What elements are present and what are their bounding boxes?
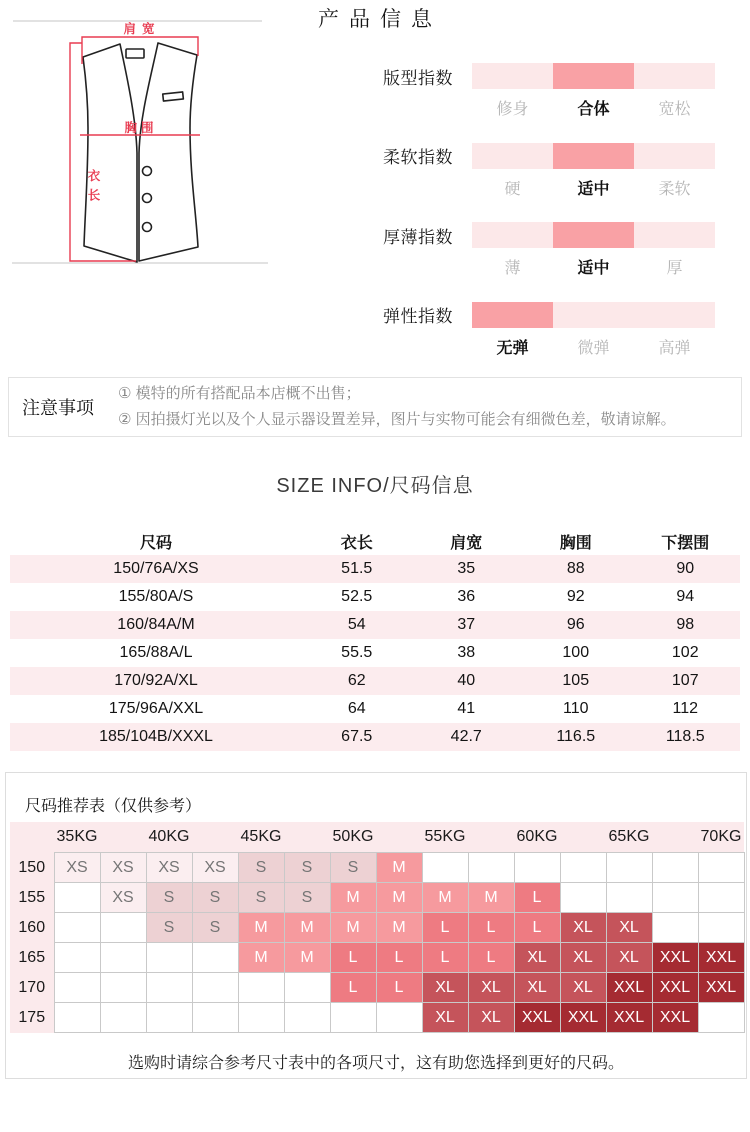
weight-header-cell: [192, 822, 238, 853]
size-cell-s: S: [238, 883, 284, 913]
size-table-cell: 54: [347, 616, 366, 633]
size-cell-xs: XS: [146, 853, 192, 883]
button: [143, 194, 152, 203]
size-cell-empty: [192, 943, 238, 973]
notice-lines: [118, 381, 676, 433]
size-cell-l: L: [422, 943, 468, 973]
index-row-3: [383, 222, 723, 282]
size-recommendation-table: [10, 822, 745, 1033]
size-table-row: [10, 667, 740, 695]
size-table-cell: 41: [457, 700, 476, 717]
size-cell-xxl: XXL: [652, 943, 698, 973]
size-cell-s: S: [192, 883, 238, 913]
size-cell-l: L: [422, 913, 468, 943]
size-cell-empty: [376, 1003, 422, 1033]
index-bar-fill: [472, 302, 553, 328]
size-cell-empty: [422, 853, 468, 883]
size-cell-empty: [330, 1003, 376, 1033]
weight-header-cell: [652, 822, 698, 853]
size-cell-xxl: XXL: [606, 973, 652, 1003]
size-table-row: [10, 695, 740, 723]
size-cell-m: M: [284, 943, 330, 973]
size-table-cell: 37: [457, 616, 476, 633]
button: [143, 167, 152, 176]
size-cell-l: L: [376, 943, 422, 973]
size-info-table: [10, 527, 740, 751]
weight-header-cell: 50KG: [330, 822, 376, 853]
index-bar: [472, 222, 715, 248]
size-table-cell: 175/96A/XXL: [108, 700, 204, 717]
size-cell-empty: [54, 913, 100, 943]
weight-header-cell: [560, 822, 606, 853]
size-cell-s: S: [238, 853, 284, 883]
index-option: 适中: [577, 180, 610, 198]
index-option: 柔软: [658, 180, 691, 198]
size-cell-xl: XL: [560, 913, 606, 943]
weight-header-row: [10, 822, 744, 853]
weight-header-cell: 55KG: [422, 822, 468, 853]
size-cell-empty: [146, 943, 192, 973]
height-label-cell: 165: [10, 943, 54, 973]
size-cell-empty: [284, 1003, 330, 1033]
size-table-cell: 100: [562, 644, 590, 661]
height-label-cell: 170: [10, 973, 54, 1003]
size-info-title: SIZE INFO/尺码信息: [276, 475, 474, 497]
size-cell-empty: [238, 1003, 284, 1033]
size-table-cell: 51.5: [341, 560, 373, 577]
size-table-header-row: [10, 527, 740, 555]
size-table-row: [10, 723, 740, 751]
size-table-cell: 67.5: [341, 728, 373, 745]
size-table-cell: 185/104B/XXXL: [99, 728, 213, 745]
chest-pocket: [163, 92, 184, 101]
index-options: [472, 176, 715, 199]
size-cell-empty: [192, 1003, 238, 1033]
size-table-cell: 107: [671, 672, 699, 689]
index-options: [472, 255, 715, 278]
index-options: [472, 96, 715, 119]
size-table-cell: 165/88A/L: [119, 644, 193, 661]
size-cell-m: M: [422, 883, 468, 913]
index-option: 微弹: [577, 339, 610, 357]
index-option: 合体: [577, 101, 610, 118]
index-option: 无弹: [496, 339, 529, 357]
size-cell-xxl: XXL: [606, 1003, 652, 1033]
size-table-cell: 55.5: [341, 644, 373, 661]
size-cell-empty: [54, 973, 100, 1003]
weight-header-cell: [468, 822, 514, 853]
recommend-row: [10, 943, 744, 973]
size-cell-m: M: [468, 883, 514, 913]
size-cell-l: L: [330, 973, 376, 1003]
corner-cell: [10, 822, 54, 853]
size-cell-empty: [284, 973, 330, 1003]
index-label: 厚薄指数: [383, 227, 453, 247]
page-title: 产品信息: [318, 8, 442, 31]
size-cell-m: M: [376, 853, 422, 883]
vest-outline: [83, 43, 198, 262]
size-recommendation-section: [5, 772, 747, 1079]
size-cell-empty: [606, 853, 652, 883]
index-bar: [472, 143, 715, 169]
weight-header-cell: [284, 822, 330, 853]
size-cell-empty: [514, 853, 560, 883]
weight-header-cell: 70KG: [698, 822, 744, 853]
size-cell-empty: [652, 883, 698, 913]
size-cell-empty: [100, 1003, 146, 1033]
index-option: 薄: [504, 260, 521, 277]
size-table-cell: 110: [562, 700, 589, 717]
size-table-cell: 155/80A/S: [118, 588, 194, 605]
size-table-header-cell: 下摆围: [661, 534, 710, 552]
size-table-header-cell: 衣长: [340, 534, 373, 552]
size-cell-empty: [606, 883, 652, 913]
size-cell-empty: [238, 973, 284, 1003]
size-cell-xl: XL: [422, 973, 468, 1003]
index-bar-fill: [553, 143, 634, 169]
garment-length-label: 衣长: [86, 169, 100, 208]
size-cell-l: L: [376, 973, 422, 1003]
weight-header-cell: [100, 822, 146, 853]
index-label: 弹性指数: [383, 307, 453, 326]
size-table-cell: 116.5: [556, 728, 596, 745]
size-table-header-cell: 尺码: [139, 534, 172, 552]
size-cell-s: S: [284, 853, 330, 883]
size-cell-s: S: [192, 913, 238, 943]
size-table-cell: 64: [347, 700, 366, 717]
size-table-cell: 118.5: [665, 728, 705, 745]
size-cell-m: M: [376, 883, 422, 913]
weight-header-cell: 45KG: [238, 822, 284, 853]
index-option: 宽松: [658, 101, 691, 118]
size-cell-s: S: [146, 883, 192, 913]
height-label-cell: 155: [10, 883, 54, 913]
recommend-row: [10, 1003, 744, 1033]
size-cell-m: M: [330, 913, 376, 943]
size-cell-xl: XL: [606, 913, 652, 943]
size-cell-xxl: XXL: [698, 973, 744, 1003]
size-cell-empty: [146, 1003, 192, 1033]
recommend-row: [10, 973, 744, 1003]
size-cell-xl: XL: [514, 973, 560, 1003]
index-row-1: [383, 63, 723, 123]
size-cell-xs: XS: [100, 883, 146, 913]
size-cell-xl: XL: [514, 943, 560, 973]
size-cell-empty: [698, 883, 744, 913]
size-cell-xs: XS: [54, 853, 100, 883]
index-bar: [472, 302, 715, 328]
index-option: 厚: [666, 260, 683, 277]
size-cell-xxl: XXL: [652, 1003, 698, 1033]
index-label: 版型指数: [383, 68, 453, 88]
size-cell-xxl: XXL: [514, 1003, 560, 1033]
size-table-row: [10, 639, 740, 667]
notice-box: [8, 377, 742, 437]
index-bar-fill: [553, 63, 634, 89]
weight-header-cell: 65KG: [606, 822, 652, 853]
index-options: [472, 335, 715, 358]
size-cell-empty: [698, 1003, 744, 1033]
size-recommendation-title: 尺码推荐表（仅供参考）: [25, 798, 202, 815]
size-table-row: [10, 611, 740, 639]
size-cell-l: L: [330, 943, 376, 973]
size-cell-m: M: [238, 913, 284, 943]
size-cell-m: M: [238, 943, 284, 973]
vest-measurement-diagram: [0, 0, 320, 340]
size-table-header-cell: 肩宽: [450, 534, 483, 552]
size-cell-xxl: XXL: [698, 943, 744, 973]
size-cell-empty: [54, 883, 100, 913]
size-cell-xs: XS: [192, 853, 238, 883]
size-cell-s: S: [330, 853, 376, 883]
size-table-cell: 96: [566, 616, 585, 633]
recommend-row: [10, 883, 744, 913]
size-table-cell: 170/92A/XL: [114, 672, 198, 689]
size-cell-xl: XL: [468, 1003, 514, 1033]
size-cell-empty: [560, 883, 606, 913]
size-cell-l: L: [468, 943, 514, 973]
size-table-cell: 42.7: [450, 728, 482, 745]
weight-header-cell: 35KG: [54, 822, 100, 853]
size-table-row: [10, 555, 740, 583]
size-table-cell: 105: [562, 672, 590, 689]
size-cell-xl: XL: [560, 943, 606, 973]
size-cell-empty: [652, 853, 698, 883]
size-table-cell: 35: [457, 560, 476, 577]
size-cell-xs: XS: [100, 853, 146, 883]
size-cell-l: L: [514, 913, 560, 943]
index-option: 高弹: [658, 339, 691, 357]
size-cell-empty: [54, 943, 100, 973]
index-row-2: [383, 143, 723, 203]
size-cell-empty: [100, 943, 146, 973]
size-table-cell: 62: [347, 672, 366, 689]
size-table-cell: 52.5: [341, 588, 373, 605]
button: [143, 223, 152, 232]
size-table-cell: 92: [566, 588, 585, 605]
size-table-row: [10, 583, 740, 611]
size-cell-empty: [652, 913, 698, 943]
height-label-cell: 175: [10, 1003, 54, 1033]
size-cell-s: S: [146, 913, 192, 943]
size-cell-xl: XL: [606, 943, 652, 973]
size-cell-l: L: [514, 883, 560, 913]
chest-label: 胸围: [124, 121, 158, 135]
size-cell-empty: [468, 853, 514, 883]
index-option: 适中: [577, 260, 610, 277]
size-cell-xl: XL: [560, 973, 606, 1003]
size-table-cell: 36: [457, 588, 476, 605]
weight-header-cell: 60KG: [514, 822, 560, 853]
weight-header-cell: 40KG: [146, 822, 192, 853]
size-cell-xl: XL: [422, 1003, 468, 1033]
size-cell-xl: XL: [468, 973, 514, 1003]
size-table-cell: 112: [672, 700, 698, 717]
index-row-4: [383, 302, 723, 362]
index-bar: [472, 63, 715, 89]
index-option: 硬: [504, 180, 521, 198]
size-table-cell: 160/84A/M: [117, 616, 195, 633]
index-option: 修身: [496, 101, 529, 118]
size-cell-empty: [560, 853, 606, 883]
size-cell-empty: [698, 913, 744, 943]
size-cell-m: M: [376, 913, 422, 943]
size-cell-m: M: [284, 913, 330, 943]
notice-title: 注意事项: [22, 398, 94, 418]
recommend-row: [10, 913, 744, 943]
size-table-cell: 38: [457, 644, 476, 661]
size-table-cell: 150/76A/XS: [113, 560, 199, 577]
size-cell-empty: [54, 1003, 100, 1033]
size-cell-empty: [698, 853, 744, 883]
notice-line-1: ① 模特的所有搭配品本店概不出售；: [118, 385, 361, 402]
size-table-cell: 98: [676, 616, 695, 633]
recommend-row: [10, 853, 744, 883]
size-table-cell: 102: [671, 644, 699, 661]
index-bar-fill: [553, 222, 634, 248]
size-recommendation-note: 选购时请综合参考尺寸表中的各项尺寸，这有助您选择到更好的尺码。: [127, 1055, 624, 1072]
height-label-cell: 160: [10, 913, 54, 943]
notice-line-2: ② 因拍摄灯光以及个人显示器设置差异，图片与实物可能会有细微色差，敬请谅解。: [118, 411, 676, 428]
shoulder-width-label: 肩宽: [123, 22, 161, 36]
size-table-cell: 90: [676, 560, 695, 577]
weight-header-cell: [376, 822, 422, 853]
size-table-header-cell: 胸围: [559, 534, 592, 552]
height-label-cell: 150: [10, 853, 54, 883]
size-table-cell: 88: [566, 560, 585, 577]
size-cell-xxl: XXL: [560, 1003, 606, 1033]
size-cell-empty: [146, 973, 192, 1003]
size-cell-l: L: [468, 913, 514, 943]
size-cell-empty: [100, 973, 146, 1003]
size-cell-empty: [192, 973, 238, 1003]
size-table-cell: 94: [676, 588, 695, 605]
size-cell-m: M: [330, 883, 376, 913]
size-cell-s: S: [284, 883, 330, 913]
size-table-cell: 40: [457, 672, 476, 689]
size-cell-empty: [100, 913, 146, 943]
size-cell-xxl: XXL: [652, 973, 698, 1003]
index-label: 柔软指数: [383, 148, 453, 167]
collar-loop: [126, 49, 144, 58]
